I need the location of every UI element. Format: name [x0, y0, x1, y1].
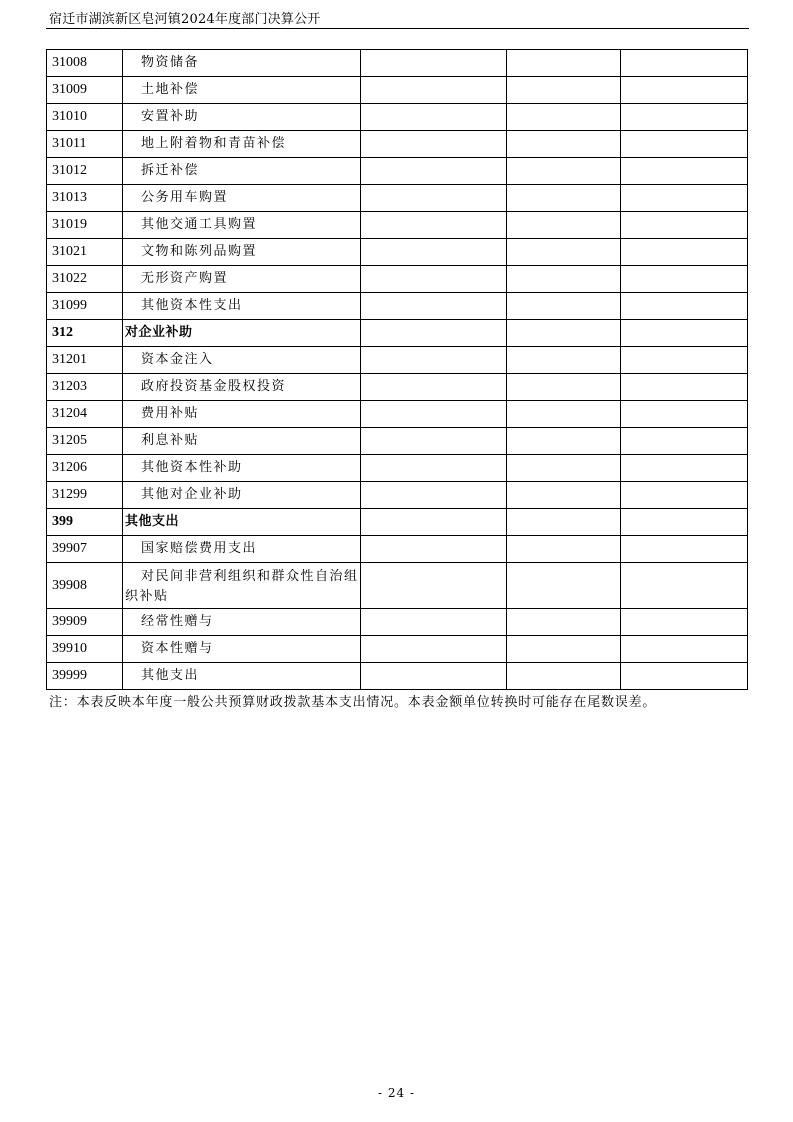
row-amount-cell: [361, 663, 507, 690]
row-name: 公务用车购置: [123, 185, 361, 212]
row-code: 39908: [47, 563, 123, 609]
table-row: [47, 50, 748, 77]
row-amount-cell: [507, 293, 621, 320]
row-amount-cell: [507, 50, 621, 77]
row-amount-cell: [361, 131, 507, 158]
row-amount-cell: [507, 455, 621, 482]
row-code: 31010: [47, 104, 123, 131]
row-amount-cell: [361, 293, 507, 320]
expenditure-table-body: [47, 50, 748, 690]
row-code: 31206: [47, 455, 123, 482]
row-amount-cell: [621, 104, 748, 131]
row-code: 399: [47, 509, 123, 536]
row-amount-cell: [361, 239, 507, 266]
table-row: [47, 266, 748, 293]
table-row: [47, 663, 748, 690]
table-row: [47, 131, 748, 158]
row-code: 31012: [47, 158, 123, 185]
row-amount-cell: [621, 347, 748, 374]
row-amount-cell: [507, 104, 621, 131]
row-amount-cell: [507, 212, 621, 239]
row-code: 39910: [47, 636, 123, 663]
row-name: 其他交通工具购置: [123, 212, 361, 239]
table-row: [47, 104, 748, 131]
row-amount-cell: [507, 347, 621, 374]
row-amount-cell: [361, 636, 507, 663]
table-row: [47, 347, 748, 374]
row-name: 其他支出: [123, 509, 361, 536]
row-name: 对企业补助: [123, 320, 361, 347]
row-amount-cell: [507, 428, 621, 455]
row-name: 其他资本性支出: [123, 293, 361, 320]
table-row: [47, 239, 748, 266]
row-amount-cell: [361, 50, 507, 77]
row-amount-cell: [361, 374, 507, 401]
row-name: 费用补贴: [123, 401, 361, 428]
row-amount-cell: [507, 636, 621, 663]
row-name: 物资储备: [123, 50, 361, 77]
row-amount-cell: [621, 609, 748, 636]
row-code: 31021: [47, 239, 123, 266]
row-amount-cell: [507, 77, 621, 104]
row-amount-cell: [621, 293, 748, 320]
row-amount-cell: [621, 482, 748, 509]
row-code: 31299: [47, 482, 123, 509]
document-header-title: 宿迁市湖滨新区皂河镇2024年度部门决算公开: [49, 12, 321, 27]
table-row: [47, 636, 748, 663]
table-footnote: 注：本表反映本年度一般公共预算财政拨款基本支出情况。本表金额单位转换时可能存在尾数误差。: [49, 695, 657, 710]
row-code: 31019: [47, 212, 123, 239]
row-amount-cell: [507, 482, 621, 509]
row-amount-cell: [361, 455, 507, 482]
expenditure-table: [46, 49, 748, 690]
row-name: 无形资产购置: [123, 266, 361, 293]
table-row: [47, 293, 748, 320]
row-amount-cell: [507, 239, 621, 266]
row-amount-cell: [621, 320, 748, 347]
row-name: 安置补助: [123, 104, 361, 131]
row-name: 地上附着物和青苗补偿: [123, 131, 361, 158]
table-row: [47, 455, 748, 482]
row-amount-cell: [621, 50, 748, 77]
table-row: [47, 428, 748, 455]
row-amount-cell: [621, 212, 748, 239]
table-row: [47, 563, 748, 609]
row-amount-cell: [621, 158, 748, 185]
row-amount-cell: [621, 131, 748, 158]
row-amount-cell: [507, 536, 621, 563]
row-amount-cell: [621, 401, 748, 428]
row-code: 31099: [47, 293, 123, 320]
header-divider: [46, 28, 749, 29]
row-amount-cell: [507, 131, 621, 158]
row-amount-cell: [621, 455, 748, 482]
row-amount-cell: [621, 266, 748, 293]
row-amount-cell: [507, 563, 621, 609]
row-amount-cell: [621, 77, 748, 104]
row-amount-cell: [621, 428, 748, 455]
table-row: [47, 401, 748, 428]
row-name: 资本金注入: [123, 347, 361, 374]
row-amount-cell: [361, 609, 507, 636]
row-amount-cell: [507, 320, 621, 347]
row-amount-cell: [361, 509, 507, 536]
row-amount-cell: [621, 509, 748, 536]
row-amount-cell: [507, 609, 621, 636]
row-name: 文物和陈列品购置: [123, 239, 361, 266]
page-number: - 24 -: [377, 1086, 415, 1100]
row-amount-cell: [361, 185, 507, 212]
row-amount-cell: [361, 563, 507, 609]
table-section-row: [47, 509, 748, 536]
row-code: 31204: [47, 401, 123, 428]
row-amount-cell: [507, 158, 621, 185]
row-name: 其他支出: [123, 663, 361, 690]
row-code: 39999: [47, 663, 123, 690]
row-amount-cell: [507, 374, 621, 401]
table-row: [47, 482, 748, 509]
row-name: 土地补偿: [123, 77, 361, 104]
row-name: 其他资本性补助: [123, 455, 361, 482]
table-row: [47, 158, 748, 185]
row-code: 31205: [47, 428, 123, 455]
row-amount-cell: [621, 536, 748, 563]
table-row: [47, 212, 748, 239]
row-name: 资本性赠与: [123, 636, 361, 663]
row-amount-cell: [507, 401, 621, 428]
row-amount-cell: [361, 158, 507, 185]
row-amount-cell: [361, 266, 507, 293]
row-name: 经常性赠与: [123, 609, 361, 636]
row-amount-cell: [361, 347, 507, 374]
row-code: 31203: [47, 374, 123, 401]
row-amount-cell: [621, 239, 748, 266]
row-name: 对民间非营利组织和群众性自治组织补贴: [123, 563, 361, 609]
row-code: 312: [47, 320, 123, 347]
row-name: 利息补贴: [123, 428, 361, 455]
row-amount-cell: [621, 374, 748, 401]
row-amount-cell: [507, 185, 621, 212]
row-code: 31011: [47, 131, 123, 158]
row-amount-cell: [507, 663, 621, 690]
table-row: [47, 374, 748, 401]
row-code: 39907: [47, 536, 123, 563]
row-amount-cell: [361, 482, 507, 509]
table-row: [47, 77, 748, 104]
row-name: 国家赔偿费用支出: [123, 536, 361, 563]
row-amount-cell: [621, 636, 748, 663]
row-code: 31013: [47, 185, 123, 212]
row-name: 其他对企业补助: [123, 482, 361, 509]
row-code: 39909: [47, 609, 123, 636]
row-amount-cell: [361, 428, 507, 455]
row-amount-cell: [361, 320, 507, 347]
row-code: 31022: [47, 266, 123, 293]
row-amount-cell: [621, 663, 748, 690]
row-name: 拆迁补偿: [123, 158, 361, 185]
row-amount-cell: [507, 266, 621, 293]
row-amount-cell: [621, 185, 748, 212]
row-amount-cell: [361, 536, 507, 563]
row-amount-cell: [361, 401, 507, 428]
row-amount-cell: [507, 509, 621, 536]
table-section-row: [47, 320, 748, 347]
row-amount-cell: [361, 77, 507, 104]
row-code: 31008: [47, 50, 123, 77]
table-row: [47, 536, 748, 563]
row-name: 政府投资基金股权投资: [123, 374, 361, 401]
row-amount-cell: [361, 212, 507, 239]
row-amount-cell: [621, 563, 748, 609]
table-row: [47, 185, 748, 212]
row-code: 31009: [47, 77, 123, 104]
table-row: [47, 609, 748, 636]
row-amount-cell: [361, 104, 507, 131]
row-code: 31201: [47, 347, 123, 374]
